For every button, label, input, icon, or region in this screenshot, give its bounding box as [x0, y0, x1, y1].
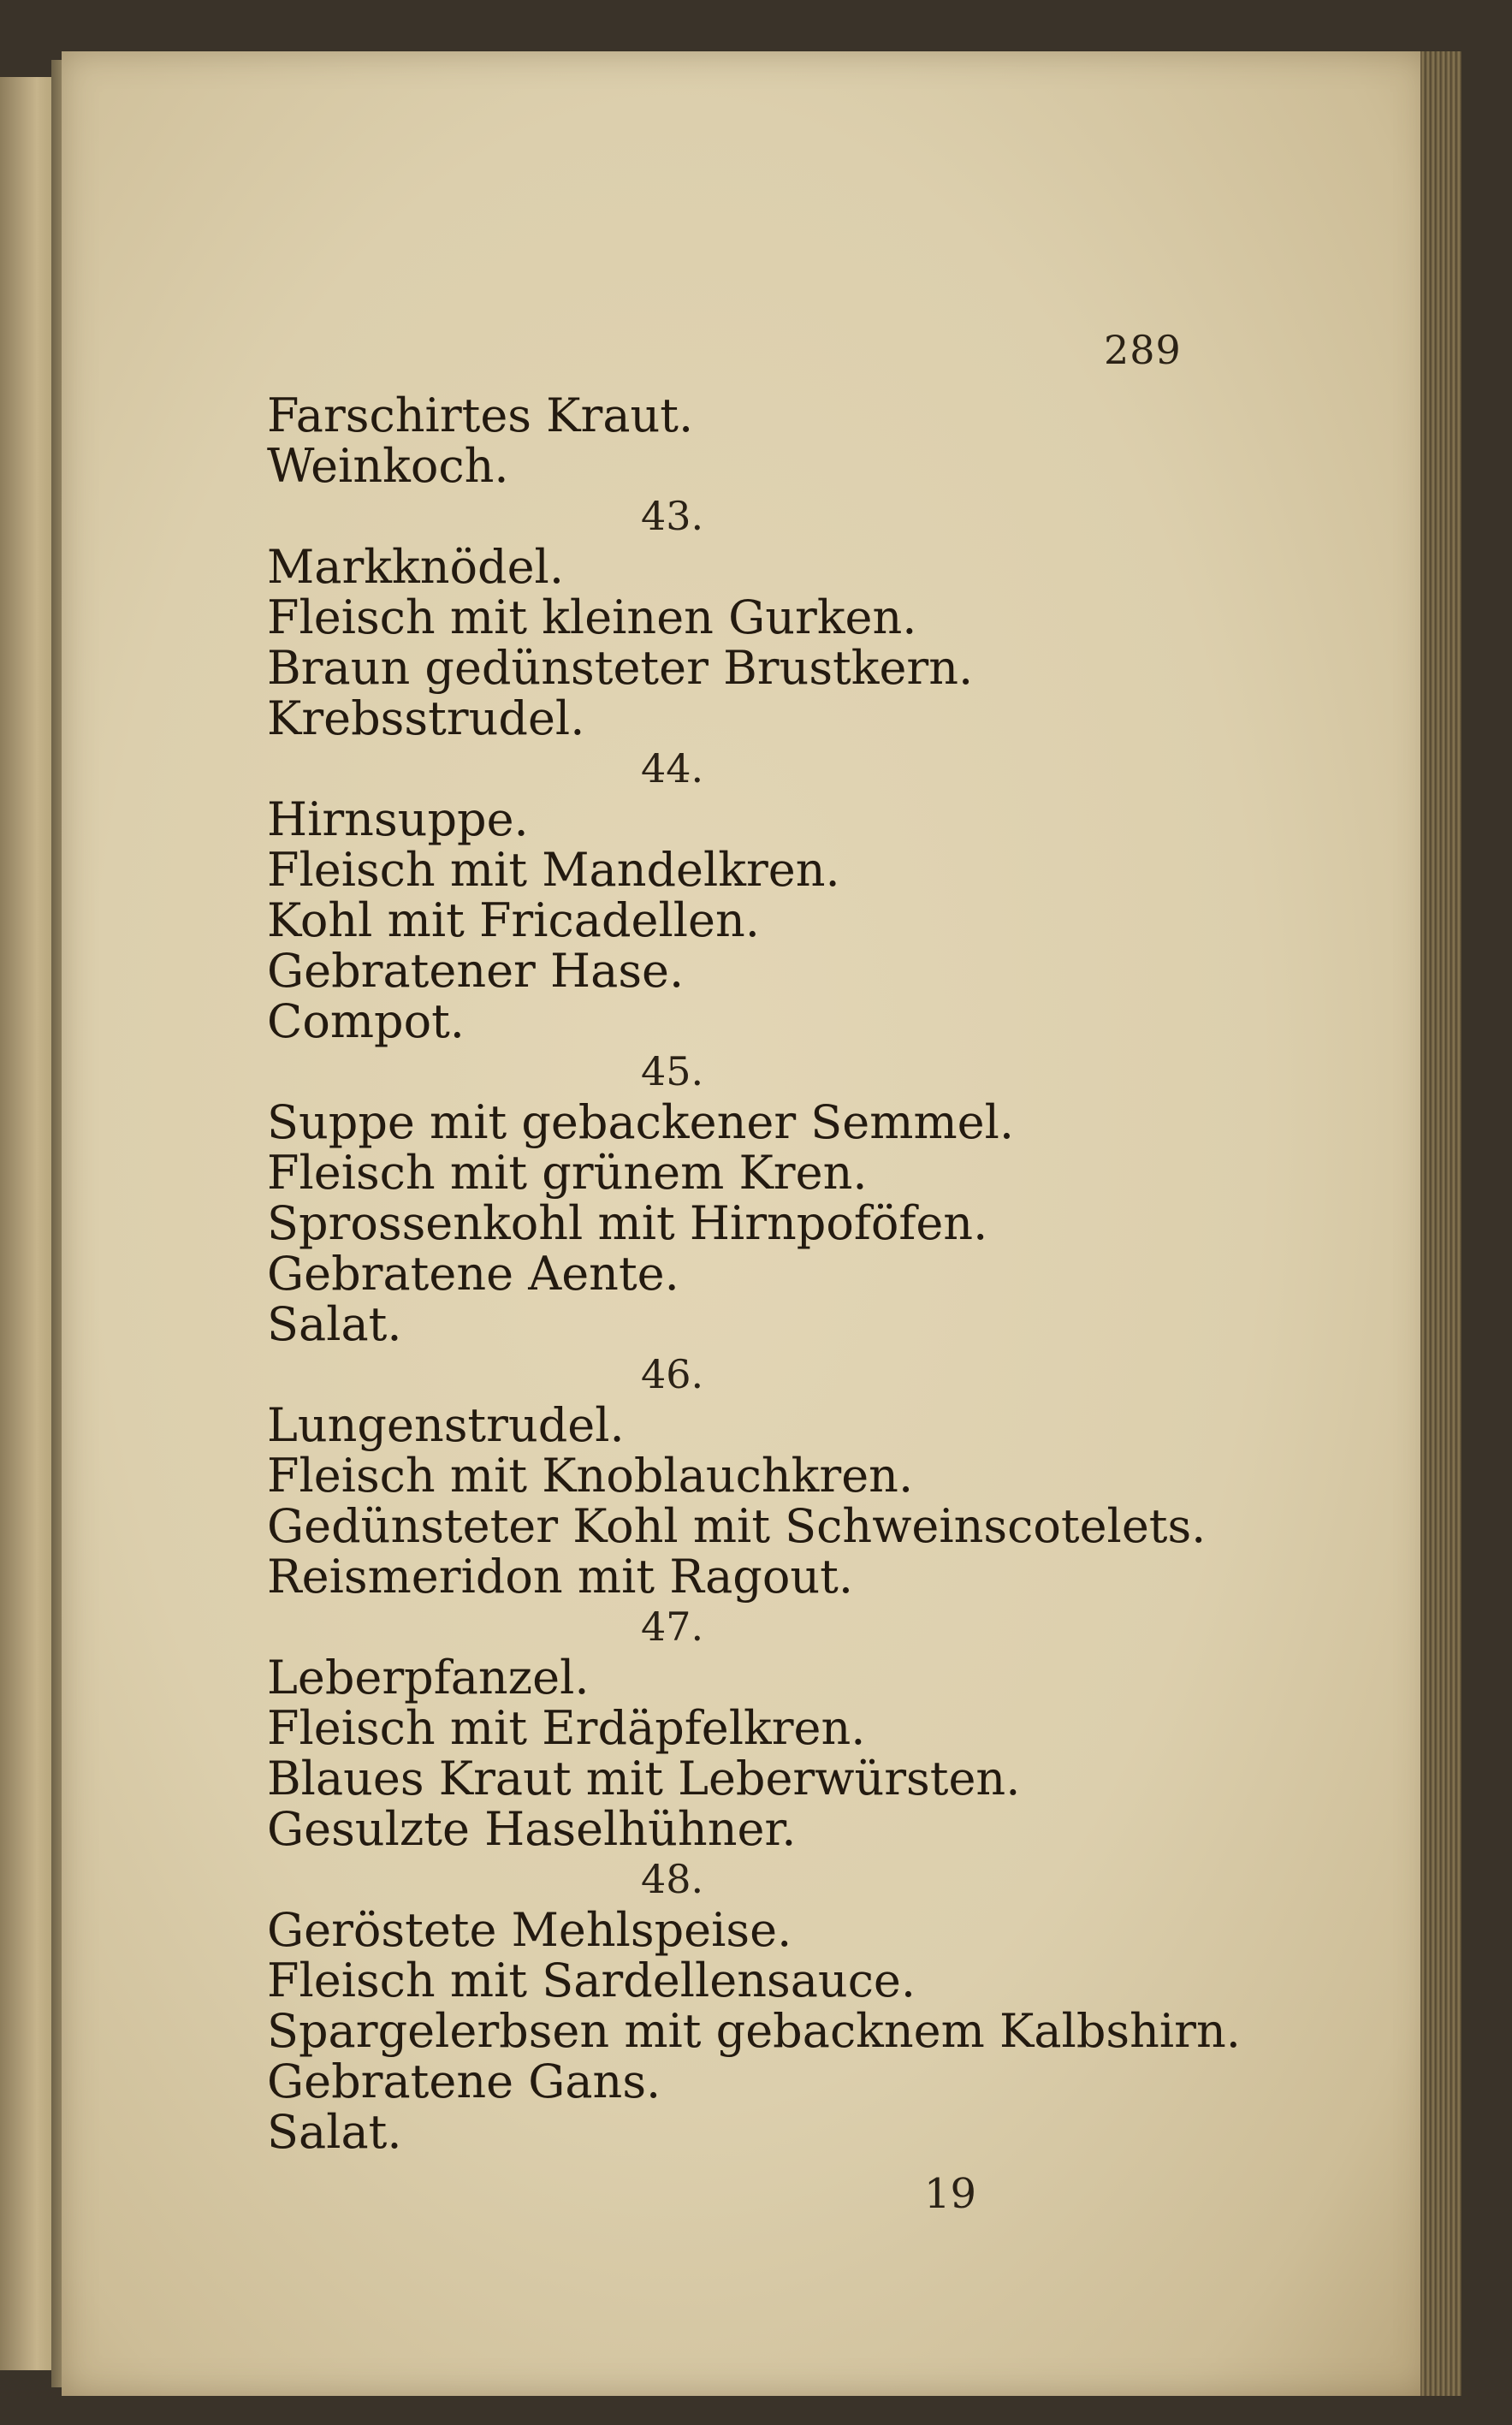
menu-number: 47. [641, 1604, 704, 1650]
menu-item: Compot. [267, 994, 465, 1048]
menu-item: Fleisch mit Knoblauchkren. [267, 1449, 914, 1503]
menu-item: Gebratener Hase. [267, 944, 685, 998]
signature-mark: 19 [924, 2170, 977, 2218]
menu-item: Blaues Kraut mit Leberwürsten. [267, 1752, 1021, 1805]
menu-item: Lungenstrudel. [267, 1398, 625, 1452]
menu-number: 45. [641, 1048, 704, 1094]
menu-item: Fleisch mit kleinen Gurken. [267, 590, 917, 644]
menu-item: Geröstete Mehlspeise. [267, 1903, 792, 1957]
menu-item: Hirnsuppe. [267, 792, 529, 846]
menu-list [267, 390, 1396, 2157]
menu-item: Fleisch mit Erdäpfelkren. [267, 1701, 866, 1755]
menu-item: Gebratene Gans. [267, 2054, 661, 2108]
menu-item: Kohl mit Fricadellen. [267, 893, 760, 947]
menu-number: 43. [641, 493, 704, 539]
menu-item: Weinkoch. [267, 439, 509, 493]
menu-item: Farschirtes Kraut. [267, 388, 694, 442]
menu-item: Gesulzte Haselhühner. [267, 1802, 797, 1856]
page-number: 289 [1104, 327, 1182, 373]
menu-item: Sprossenkohl mit Hirnpoföfen. [267, 1196, 988, 1250]
menu-item: Salat. [267, 2105, 402, 2159]
menu-item: Gedünsteter Kohl mit Schweinscotelets. [267, 1499, 1207, 1553]
menu-item: Leberpfanzel. [267, 1651, 590, 1705]
menu-item: Suppe mit gebackener Semmel. [267, 1095, 1015, 1149]
menu-item: Braun gedünsteter Brustkern. [267, 641, 974, 695]
menu-item: Reismeridon mit Ragout. [267, 1550, 854, 1604]
menu-number: 46. [641, 1351, 704, 1397]
menu-item: Fleisch mit Sardellensauce. [267, 1954, 916, 2007]
menu-number: 48. [641, 1856, 704, 1902]
menu-item: Spargelerbsen mit gebacknem Kalbshirn. [267, 2004, 1241, 2058]
menu-item: Markknödel. [267, 540, 564, 594]
menu-number: 44. [641, 745, 704, 792]
menu-item: Gebratene Aente. [267, 1247, 679, 1301]
menu-item: Fleisch mit grünem Kren. [267, 1146, 868, 1200]
menu-item: Krebsstrudel. [267, 691, 585, 745]
menu-item: Fleisch mit Mandelkren. [267, 843, 840, 897]
menu-item: Salat. [267, 1297, 402, 1351]
page-stack-edge [1420, 51, 1462, 2396]
